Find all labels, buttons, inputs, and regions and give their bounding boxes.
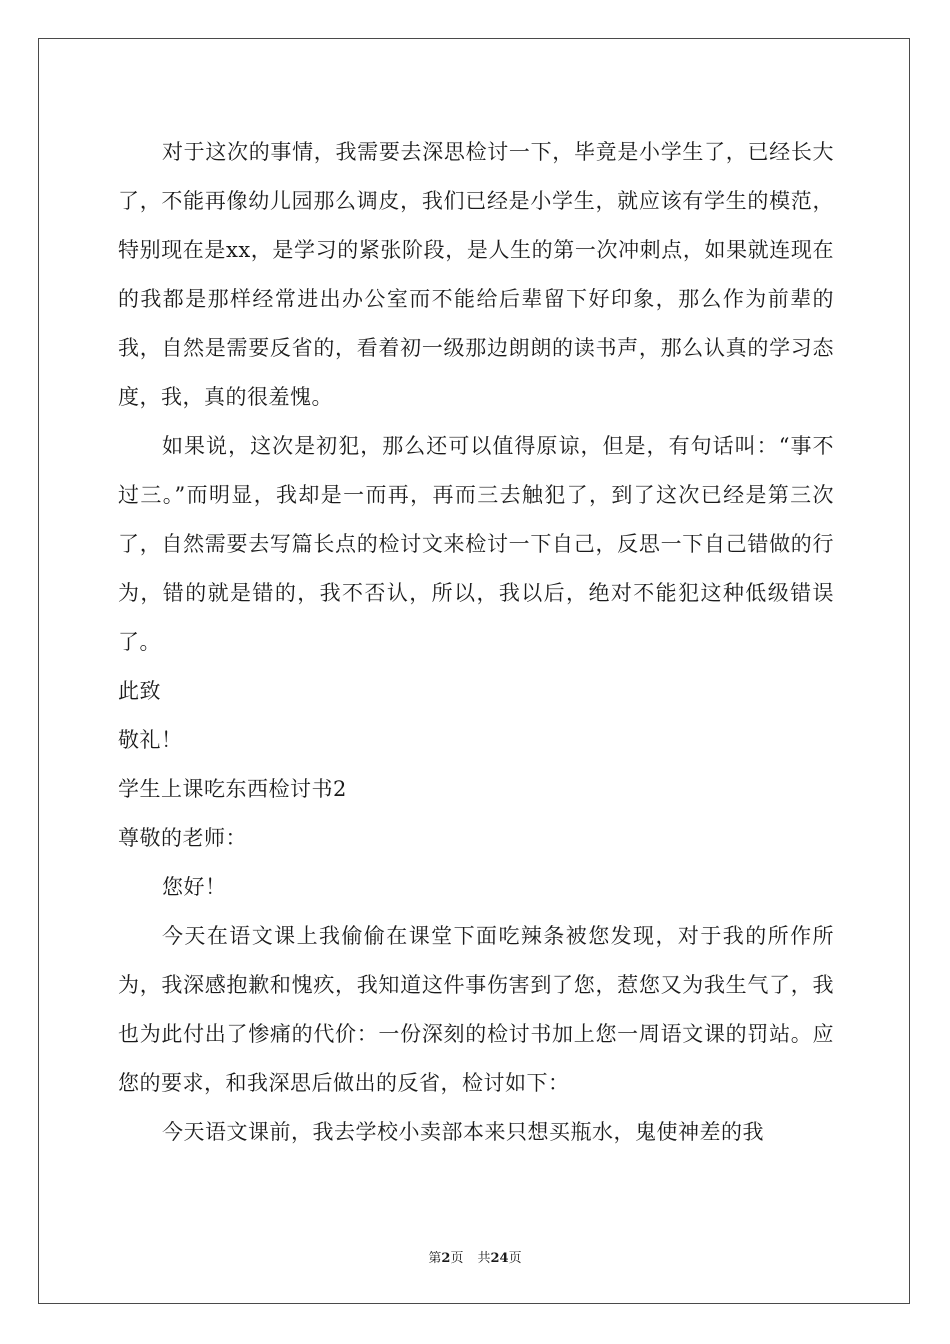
paragraph-1: 对于这次的事情，我需要去深思检讨一下，毕竟是小学生了，已经长大了，不能再像幼儿园那么调皮，我们已经是小学生，就应该有学生的模范，特别现在是xx，是学习的紧张阶段，是人生的第一次冲刺点，如果就连现在的我都是那样经常进出办公室而不能给后辈留下好印象，那么作为前辈的我，自然是需要反省的，看着初一级那边朗朗的读书声，那么认真的学习态度，我，真的很羞愧。 (118, 140, 834, 409)
page-number: 2 (441, 1251, 451, 1266)
paragraph-3: 今天在语文课上我偷偷在课堂下面吃辣条被您发现，对于我的所作所为，我深感抱歉和愧疚，我知道这件事伤害到了您，惹您又为我生气了，我也为此付出了惨痛的代价：一份深刻的检讨书加上您一周语文课的罚站。应您的要求，和我深思后做出的反省，检讨如下： (118, 924, 834, 1095)
closing-jingli: 敬礼！ (118, 728, 183, 752)
closing-cizhi: 此致 (118, 679, 161, 703)
page-prefix: 第 (428, 1251, 442, 1266)
paragraph-4: 今天语文课前，我去学校小卖部本来只想买瓶水，鬼使神差的我 (162, 1120, 764, 1144)
greeting: 您好！ (162, 875, 227, 899)
salutation: 尊敬的老师： (118, 826, 247, 850)
paragraph-2: 如果说，这次是初犯，那么还可以值得原谅，但是，有句话叫：“事不过三。”而明显，我却是一而再，再而三去触犯了，到了这次已经是第三次了，自然需要去写篇长点的检讨文来检讨一下自己，反思一下自己错做的行为，错的就是错的，我不否认，所以，我以后，绝对不能犯这种低级错误了。 (118, 434, 834, 654)
total-pages: 24 (490, 1251, 509, 1266)
total-suffix: 页 (508, 1251, 522, 1266)
page-footer (0, 1247, 950, 1266)
document-body (118, 128, 834, 1157)
section-title: 学生上课吃东西检讨书2 (118, 777, 347, 801)
total-prefix: 共 (477, 1251, 491, 1266)
page-suffix: 页 (450, 1251, 464, 1266)
